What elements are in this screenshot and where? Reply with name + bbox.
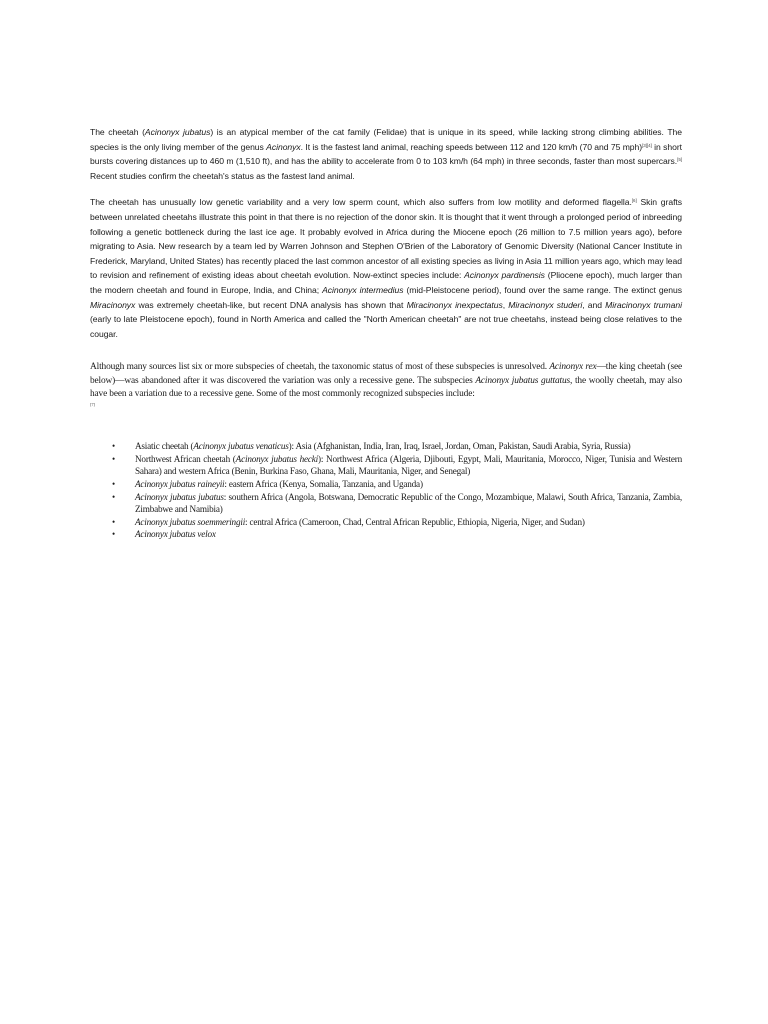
species-name: Acinonyx pardinensis xyxy=(464,270,545,281)
text-run: Skin grafts between unrelated cheetahs illustrate this point in that there is no rejection of the donor skin. It is thought that it went through a prolonged period of inbreeding following a genetic bottleneck during the last ice age. It probably evolved in Africa during the Miocene epoch (26 million to 7.5 million years ago), before migrating to Asia. New research by a team led by Warren Johnson and Stephen O'Brien of the Laboratory of Genomic Diversity (National Cancer Institute in Frederick, Maryland, United States) has recently placed the last common ancestor of all existing species as living in Asia 11 million years ago, which may lead to revision and refinement of existing ideas about cheetah evolution. Now-extinct species include: xyxy=(90,197,683,281)
text-run: : southern Africa (Angola, Botswana, Democratic Republic of the Congo, Mozambique, Malawi, South Africa, Tanzania, Zambia, Zimbabwe and Namibia) xyxy=(135,491,682,515)
list-item xyxy=(90,440,682,453)
bullet-icon: • xyxy=(112,478,115,489)
paragraph-genetics xyxy=(90,195,682,341)
species-name: Miracinonyx trumani xyxy=(605,299,682,310)
bullet-icon: • xyxy=(112,491,115,502)
text-run: , xyxy=(502,299,509,310)
subspecies-name: Acinonyx jubatus raineyii xyxy=(135,478,225,489)
subspecies-name: Acinonyx jubatus venaticus xyxy=(193,441,289,452)
text-run: (mid-Pleistocene period), found over the same range. The extinct genus xyxy=(403,284,682,295)
text-run: (Pliocene epoch), much larger than the modern cheetah and found in Europe, India, and China; xyxy=(90,270,682,295)
text-run: was extremely cheetah-like, but recent DNA analysis has shown that xyxy=(135,299,407,310)
paragraph-subspecies xyxy=(90,361,682,414)
genus-name: Acinonyx xyxy=(266,141,301,152)
citation-ref[interactable]: [3][4] xyxy=(642,142,652,148)
bullet-icon: • xyxy=(112,453,115,464)
text-run: ): Asia (Afghanistan, India, Iran, Iraq, Israel, Jordan, Oman, Pakistan, Saudi Arabia, Syria, Russia) xyxy=(288,441,631,452)
species-name: Acinonyx jubatus xyxy=(144,127,211,137)
list-item xyxy=(90,478,682,491)
bullet-icon: • xyxy=(112,516,115,527)
text-run: . It is the fastest land animal, reaching speeds between 112 and 120 km/h (70 and 75 mph) xyxy=(300,141,643,152)
list-item xyxy=(90,453,682,478)
text-run: , and xyxy=(582,299,606,310)
list-item xyxy=(90,516,682,529)
text-run: : eastern Africa (Kenya, Somalia, Tanzania, and Uganda) xyxy=(224,478,423,489)
species-name: Acinonyx jubatus guttatus xyxy=(475,375,571,386)
species-name: Miracinonyx inexpectatus xyxy=(406,299,503,310)
subspecies-list xyxy=(90,440,682,541)
text-run: Although many sources list six or more subspecies of cheetah, the taxonomic status of most of these subspecies is unresolved. xyxy=(90,362,550,373)
text-run: , the woolly cheetah, may also have been a variation due to a recessive gene. Some of the most commonly recognized subspecies include: xyxy=(90,375,683,399)
text-run: Recent studies confirm the cheetah's status as the fastest land animal. xyxy=(90,170,355,181)
species-name: Miracinonyx studeri xyxy=(508,299,583,310)
subspecies-name: Acinonyx jubatus soemmeringii xyxy=(135,516,246,527)
citation-ref[interactable]: [7] xyxy=(90,401,95,407)
bullet-icon: • xyxy=(112,529,115,540)
subspecies-name: Acinonyx jubatus hecki xyxy=(235,453,318,464)
citation-ref[interactable]: [5] xyxy=(677,157,682,163)
document-page xyxy=(90,125,682,541)
text-run: Northwest African cheetah ( xyxy=(135,453,236,464)
text-run: : central Africa (Cameroon, Chad, Central African Republic, Ethiopia, Nigeria, Niger, and Sudan) xyxy=(245,516,585,527)
text-run: in short bursts covering distances up to 460 m (1,510 ft), and has the ability to accelerate from 0 to 103 km/h (64 mph) in three seconds, faster than most supercars. xyxy=(90,141,682,167)
list-item xyxy=(90,528,682,541)
paragraph-intro xyxy=(90,125,682,183)
subspecies-name: Acinonyx jubatus jubatus xyxy=(135,491,224,502)
text-run: The cheetah has unusually low genetic variability and a very low sperm count, which also suffers from low motility and deformed flagella. xyxy=(90,197,632,208)
citation-ref[interactable]: [6] xyxy=(631,198,637,204)
bullet-icon: • xyxy=(112,441,115,452)
text-run: —the king cheetah (see below)—was abandoned after it was discovered the variation was only a recessive gene. The subspecies xyxy=(90,362,682,386)
species-name: Acinonyx intermedius xyxy=(322,284,404,295)
genus-name: Miracinonyx xyxy=(90,299,136,310)
text-run: ): Northwest Africa (Algeria, Djibouti, Egypt, Mali, Mauritania, Morocco, Niger, Tunisia and Western Sahara) and western Africa (Benin, Burkina Faso, Ghana, Mali, Mauritania, Niger, and Senegal) xyxy=(135,453,682,477)
list-item xyxy=(90,491,682,516)
species-name: Acinonyx rex xyxy=(549,362,597,373)
text-run: Asiatic cheetah ( xyxy=(135,441,194,452)
text-run: ) is an atypical member of the cat family (Felidae) that is unique in its speed, while lacking strong climbing abilities. The species is the only living member of the genus xyxy=(90,127,682,152)
text-run: The cheetah ( xyxy=(90,127,145,137)
text-run: (early to late Pleistocene epoch), found in North America and called the "North American cheetah" are not true cheetahs, instead being close relatives to the cougar. xyxy=(90,314,682,339)
subspecies-name: Acinonyx jubatus velox xyxy=(135,529,216,540)
